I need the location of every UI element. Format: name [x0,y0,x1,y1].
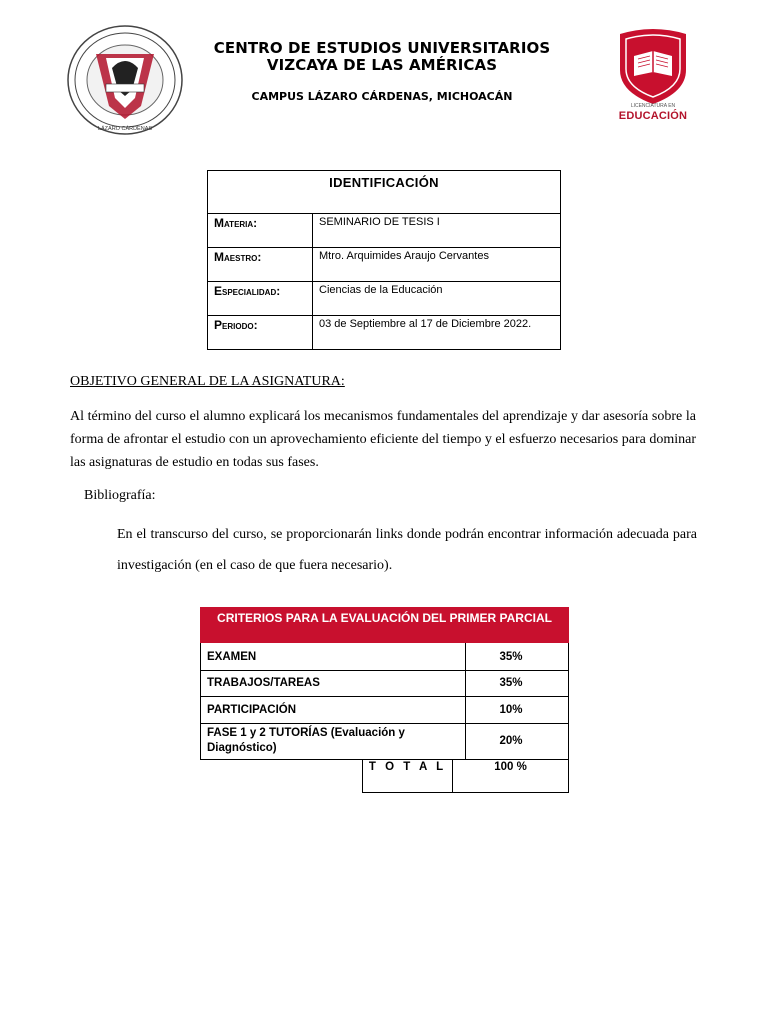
total-label: T O T A L [363,759,453,792]
table-row [208,248,561,282]
objective-text: Al término del curso el alumno explicará los mecanismos fundamentales del aprendizaje y dar asesoría sobre la forma de afrontar el estudio con un aprovechamiento eficiente del tiempo y el esfuerzo necesarios para dominar las asignaturas de estudio en todas sus fases. [70,409,696,470]
criteria-value: 10% [499,703,523,716]
seal-bottom-text: LÁZARO CÁRDENAS [97,126,153,132]
maestro-label: Maestro: [208,248,313,282]
institution-seal-logo [66,24,184,136]
criteria-value: 35% [499,650,523,663]
table-row [208,214,561,248]
bibliography-title: Bibliografía: [84,488,156,503]
campus-name: CAMPUS LÁZARO CÁRDENAS, MICHOACÁN [251,90,513,103]
objective-title: OBJETIVO GENERAL DE LA ASIGNATURA: [70,374,345,389]
table-row [200,643,569,671]
criteria-name: TRABAJOS/TAREAS [201,670,466,696]
table-row [200,670,569,697]
maestro-value: Mtro. Arquimides Araujo Cervantes [313,248,561,282]
criteria-value: 35% [499,677,523,689]
periodo-value: 03 de Septiembre al 17 de Diciembre 2022. [313,316,561,350]
table-row [200,696,569,724]
institution-name-line1: CENTRO DE ESTUDIOS UNIVERSITARIOS [213,39,551,57]
materia-value: SEMINARIO DE TESIS I [313,214,561,248]
criteria-name: EXAMEN [201,643,466,670]
table-row [208,316,561,350]
table-row [200,723,569,760]
criteria-name: PARTICIPACIÓN [201,696,466,723]
bibliography-item: En el transcurso del curso, se proporcionarán links donde podrán encontrar información adecuada para investigación (en el caso de que fuera necesario). [117,527,697,573]
identification-table [207,170,561,350]
table-row [208,282,561,316]
criteria-name: FASE 1 y 2 TUTORÍAS (Evaluación y Diagnóstico) [201,723,466,759]
total-row [362,759,569,793]
periodo-label: Periodo: [208,316,313,350]
total-value: 100 % [494,761,527,773]
edu-label: EDUCACIÓN [618,110,688,122]
especialidad-value: Ciencias de la Educación [313,282,561,316]
institution-name-line2: VIZCAYA DE LAS AMÉRICAS [266,56,498,74]
institution-name [190,40,574,74]
materia-label: Materia: [208,214,313,248]
edu-label-small: LICENCIATURA EN [630,103,676,109]
criteria-value: 20% [499,735,523,747]
especialidad-label: Especialidad: [208,282,313,316]
identification-title: IDENTIFICACIÓN [208,171,561,214]
criteria-title: CRITERIOS PARA LA EVALUACIÓN DEL PRIMER PARCIAL [200,607,569,643]
